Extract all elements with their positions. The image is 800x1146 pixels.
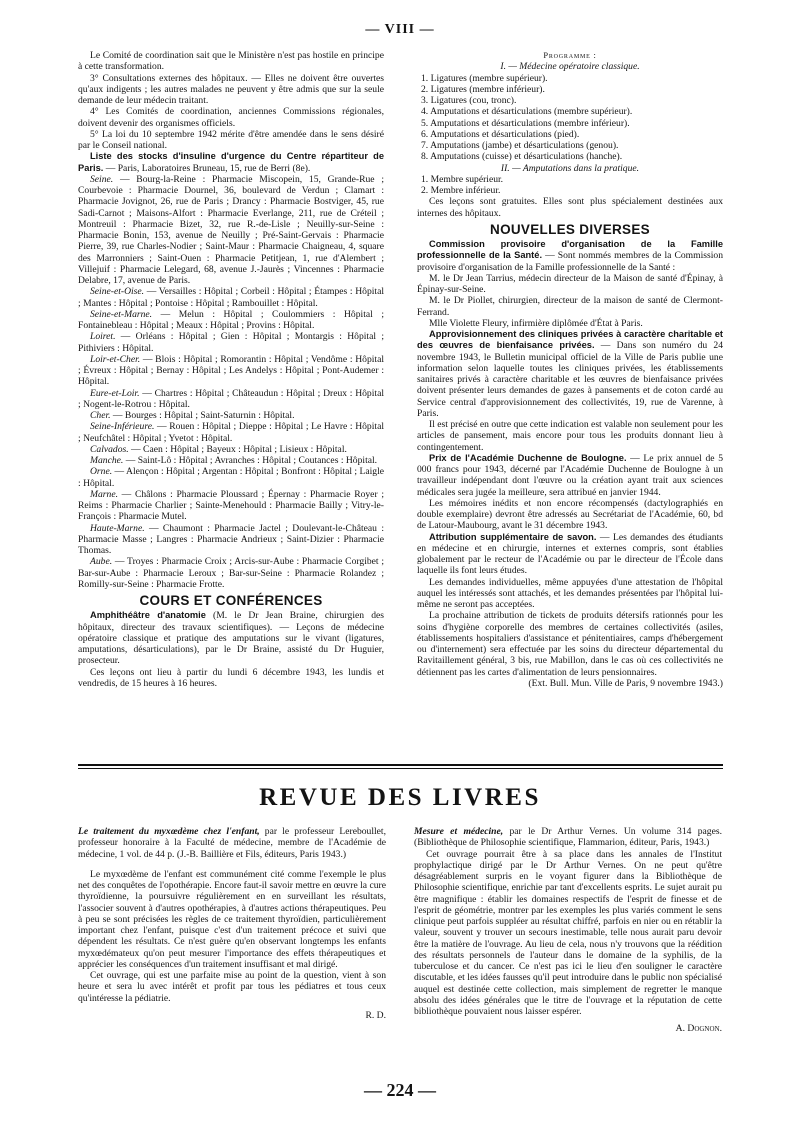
department-entry: [78, 523, 384, 557]
department-text: — Bourg-la-Reine : Pharmacie Miscopein, 15, Grande-Rue ; Courbevoie : Pharmacie Dournel, 36, boulevard de Verdun ; Clamart : Pharmacie Jovignot, 26, rue de Paris ; Drancy : Pharmacie Bostviger, 45, rue Sadi-Carnot ; Maisons-Alfort : Pharmacie Everlange, 211, rue de Créteil ; Montreuil : Pharmacie Bizet, 32, rue R.-de-Lisle ; Neuilly-sur-Seine : Pharmacie Bonin, 153, avenue de Neuilly ; Pré-Saint-Gervais : Pharmacie Pierre, 39, rue Charles-Nodier ; Saint-Maur : Pharmacie Chaigneau, 4, square des Marronniers ; Saint-Ouen : Pharmacie Petitjean, 1, rue d'Alembert ; Villejuif : Pharmacie Lelegard, 68, avenue J.-Jaurès ; Vincennes : Pharmacie Delabre, 17, avenue de Paris.: [78, 173, 384, 286]
program-note: Ces leçons sont gratuites. Elles sont plus spécialement destinées aux internes des hôpitaux.: [417, 196, 723, 219]
department-entry: [78, 421, 384, 444]
department-text: — Châlons : Pharmacie Ploussard ; Épernay : Pharmacie Royer ; Reims : Pharmacie Charlier ; Sainte-Menehould : Pharmacie Bailly ; Vitry-le-François : Pharmacie Mutel.: [78, 488, 384, 523]
intro-paragraph: 5° La loi du 10 septembre 1942 mérite d'être amendée dans le sens désiré par le Conseil national.: [78, 128, 384, 151]
department-entry: [78, 286, 384, 309]
department-name: Orne.: [90, 466, 113, 478]
department-text: — Orléans : Hôpital ; Gien : Hôpital ; Montargis : Hôpital ; Pithiviers : Hôpital.: [78, 331, 384, 354]
department-entry: [78, 444, 384, 455]
soap-title: Attribution supplémentaire de savon.: [429, 531, 597, 542]
department-entry: [78, 466, 384, 489]
book2-meta: par le Dr Arthur Vernes. Un volume 314 pages. (Bibliothèque de Philosophie scientifique, Flammarion, éditeur, Paris, 1943.): [414, 826, 722, 849]
prize-paragraph: [417, 453, 723, 498]
program-item: 2. Ligatures (membre inférieur).: [421, 83, 545, 95]
department-name: Eure-et-Loir.: [90, 387, 140, 399]
book2-title: Mesure et médecine,: [414, 826, 504, 837]
book1-title: Le traitement du myxœdème chez l'enfant,: [78, 826, 260, 837]
soap-paragraph: [417, 532, 723, 577]
department-name: Loiret.: [90, 331, 116, 343]
book1-header: [78, 826, 386, 860]
amphitheatre-text: (M. le Dr Jean Braine, chirurgien des hôpitaux, directeur des travaux scientifiques). — Leçons de médecine opératoire classique et pratique des amputations sur le vivant (ligatures, amputations, désarticulations), par le Dr Braine, assisté du Dr Huguier, prosecteur.: [78, 610, 384, 667]
intro-paragraph: Le Comité de coordination sait que le Ministère n'est pas hostile en principe à cette transformation.: [78, 50, 384, 73]
department-text: — Bourges : Hôpital ; Saint-Saturnin : Hôpital.: [110, 410, 295, 421]
book1-meta: par le professeur Lereboullet, professeur honoraire à la Faculté de médecine, membre de l'Académie de médecine, 1 vol. de 44 p. (J.-B. Baillière et Fils, éditeurs, Paris 1943.): [78, 826, 386, 860]
insulin-stock-intro: — Paris, Laboratoires Bruneau, 15, rue de Berri (8e).: [103, 162, 311, 174]
department-name: Seine.: [90, 173, 114, 185]
commission-member: M. le Dr Jean Tarrius, médecin directeur de la Maison de santé d'Épinay, à Épinay-sur-Seine.: [417, 272, 723, 295]
department-text: — Rouen : Hôpital ; Dieppe : Hôpital ; Le Havre : Hôpital ; Neufchâtel : Hôpital ; Yvetot : Hôpital.: [78, 421, 384, 444]
page-number: — 224 —: [364, 1080, 436, 1100]
department-entry: [78, 410, 384, 421]
program-part2-list: [417, 174, 723, 197]
commission-text: — Sont nommés membres de la Commission provisoire d'organisation de la Famille professionnelle de la Santé :: [417, 250, 723, 273]
commission-member: M. le Dr Piollet, chirurgien, directeur de la maison de santé de Clermont-Ferrand.: [417, 295, 723, 318]
department-name: Seine-et-Marne.: [90, 308, 153, 320]
program-item: 5. Amputations et désarticulations (membre inférieur).: [421, 117, 630, 129]
department-entry: [78, 388, 384, 411]
supply-text: — Dans son numéro du 24 novembre 1943, le Bulletin municipal officiel de la Ville de Paris publie une information selon laquelle toutes les cliniques privées, les établissements sanitaires privés à caractère charitable et les œuvres de bienfaisance privées doivent présenter leurs demandes de gazes à pansements et de coton cardé au Service central d'approvisionnement des collectivités, 19, rue de Varenne, à Paris.: [417, 340, 723, 419]
review-book1: [78, 826, 386, 1021]
insulin-stock-paragraph: [78, 151, 384, 174]
program-part2-title: II. — Amputations dans la pratique.: [500, 162, 640, 174]
department-name: Cher.: [90, 410, 111, 421]
section-divider-thin: [78, 768, 723, 769]
section-divider: [78, 764, 723, 766]
department-entry: [78, 489, 384, 523]
soap-paragraph-2: Les demandes individuelles, même appuyées d'une attestation de l'hôpital auquel les intéressés sont attachés, et les demandes présentées par l'hôpital lui-même ne seront pas acceptées.: [417, 576, 723, 610]
program-item: 3. Ligatures (cou, tronc).: [421, 95, 517, 106]
department-name: Calvados.: [90, 443, 129, 455]
book1-signature: R. D.: [365, 1009, 386, 1021]
department-text: — Caen : Hôpital ; Bayeux : Hôpital ; Lisieux : Hôpital.: [128, 443, 347, 455]
supply-paragraph: [417, 329, 723, 419]
department-entry: [78, 455, 384, 466]
department-text: — Blois : Hôpital ; Romorantin : Hôpital ; Vendôme : Hôpital ; Évreux : Hôpital ; Bernay : Hôpital ; Les Andelys : Hôpital ; Pont-Audemer : Hôpital.: [78, 353, 384, 388]
left-column: [78, 50, 384, 689]
program-item: 1. Membre supérieur.: [421, 173, 504, 185]
book2-signature: A. Dognon.: [675, 1023, 722, 1035]
program-part1-list: [417, 73, 723, 163]
soap-text: — Les demandes des étudiants en médecine et en chirurgie, internes et externes compris, sont établies globalement par le recteur de l'Académie ou par le directeur de l'École dans laquelle ils font leurs études.: [417, 531, 723, 577]
amphitheatre-dates: Ces leçons ont lieu à partir du lundi 6 décembre 1943, les lundis et vendredis, de 15 heures à 16 heures.: [78, 666, 384, 689]
department-text: — Saint-Lô : Hôpital ; Avranches : Hôpital ; Coutances : Hôpital.: [123, 455, 378, 466]
amphitheatre-paragraph: [78, 610, 384, 666]
department-entry: [78, 331, 384, 354]
prize-title: Prix de l'Académie Duchenne de Boulogne.: [429, 452, 627, 463]
cours-section-title: COURS ET CONFÉRENCES: [139, 593, 323, 608]
review-title: REVUE DES LIVRES: [259, 784, 541, 811]
amphitheatre-title: Amphithéâtre d'anatomie: [90, 610, 206, 621]
program-item: 1. Ligatures (membre supérieur).: [421, 72, 548, 84]
program-item: 6. Amputations et désarticulations (pied).: [421, 128, 580, 140]
book1-body-2: Cet ouvrage, qui est une parfaite mise au point de la question, vient à son heure et sera lu avec intérêt et profit par tous les pédiatres et tous ceux qu'intéresse la pédiatrie.: [78, 970, 386, 1004]
department-text: — Alençon : Hôpital ; Argentan : Hôpital ; Bonfront : Hôpital ; Laigle : Hôpital.: [78, 466, 384, 489]
department-entry: [78, 354, 384, 388]
right-column: [417, 50, 723, 689]
commission-member: Mlle Violette Fleury, infirmière diplômée d'État à Paris.: [429, 317, 643, 329]
supply-note: Il est précisé en outre que cette indication est valable non seulement pour les articles de pansement, mais encore pour tous les produits donnant lieu à contingentement.: [417, 419, 723, 453]
book2-header: [414, 826, 722, 849]
source-citation: (Ext. Bull. Mun. Ville de Paris, 9 novembre 1943.): [528, 677, 723, 689]
intro-paragraph: 4° Les Comités de coordination, anciennes Commissions régionales, doivent devenir des organismes officiels.: [78, 106, 384, 129]
department-text: — Melun : Hôpital ; Coulommiers : Hôpital ; Fontainebleau : Hôpital ; Meaux : Hôpital ; Provins : Hôpital.: [78, 308, 384, 331]
department-entry: [78, 174, 384, 287]
prize-note: Les mémoires inédits et non encore récompensés (dactylographiés en double exemplaire) devront être adressés au Secrétariat de l'Académie, 60, bd de Latour-Maubourg, avant le 31 décembre 1943.: [417, 497, 723, 532]
department-name: Seine-et-Oise.: [90, 286, 145, 298]
program-item: 8. Amputations (cuisse) et désarticulations (hanche).: [421, 151, 623, 163]
department-text: — Chartres : Hôpital ; Châteaudun : Hôpital ; Dreux : Hôpital ; Nogent-le-Rotrou : Hôpital.: [78, 387, 384, 410]
intro-paragraph: 3° Consultations externes des hôpitaux. — Elles ne doivent être ouvertes qu'aux indigents ; les autres malades ne peuvent y être admis que sur la seule demande de leur médecin traitant.: [78, 72, 384, 106]
book2-body: Cet ouvrage pourrait être à sa place dans les annales de l'Institut prophylactique dirigé par le Dr Arthur Vernes. On ne peut qu'être désagréablement surpris en le voyant figurer dans la Bibliothèque de Philosophie scientifique, enrichie par tant d'excellents esprits. Le sujet aurait pu être magnifique : établir les domaines respectifs de l'esprit de finesse et de l'esprit de géométrie, montrer par les exemples les plus variés comment le sens clinique peut parfois suppléer au résultat chiffré, parfois en nier ou en rétablir la valeur, souvent y trouver un secours inestimable, telle nous aurait paru devoir être la matière de l'ouvrage. Au lieu de cela, nous n'y trouvons que la réédition des résultats personnels de l'auteur dans le domaine de la syphilis, de la tuberculose et du cancer. Ce n'est pas ici le lieu d'en souligner le caractère discutable, et les idées fausses qu'il peut introduire dans le public non spécialisé auquel est destinée cette collection, mais simplement de regretter le manque absolu des idées générales que le titre de l'ouvrage et la réputation de cette bibliothèque pouvaient nous laisser espérer.: [414, 848, 722, 1017]
book1-body: Le myxœdème de l'enfant est communément cité comme l'exemple le plus net des conquêtes de l'opothérapie. Encore faut-il savoir mettre en œuvre la cure thyroïdienne, la poursuivre régulièrement en en surveillant les résultats, l'associer souvent à d'autres opothérapies, à d'autres actions thérapeutiques. Peu à peu se sont précisées les règles de ce traitement thyroïdien, particulièrement important chez l'enfant, puisque c'est d'un traitement précoce et suivi que dépendent les résultats. Ce n'est guère qu'en observant longtemps les enfants myxœdémateux qu'on peut mesurer l'importance des effets thérapeutiques et apprécier les conséquences d'un traitement insuffisant et mal dirigé.: [78, 868, 386, 970]
department-name: Loir-et-Cher.: [90, 353, 141, 365]
page-roman-number: — VIII —: [365, 22, 435, 37]
department-name: Manche.: [90, 455, 124, 466]
department-text: — Chaumont : Pharmacie Jactel ; Doulevant-le-Château : Pharmacie Masse ; Langres : Pharmacie Andrieux ; Saint-Dizier : Pharmacie Thomas.: [78, 522, 384, 556]
insulin-stock-title: Liste des stocks d'insuline d'urgence du Centre répartiteur de Paris.: [78, 151, 384, 173]
program-part1-title: I. — Médecine opératoire classique.: [500, 61, 640, 73]
commission-title: Commission provisoire d'organisation de la Famille professionnelle de la Santé.: [417, 239, 723, 261]
program-item: 2. Membre inférieur.: [421, 185, 501, 196]
program-item: 7. Amputations (jambe) et désarticulations (genou).: [421, 140, 619, 151]
commission-paragraph: [417, 239, 723, 273]
prize-text: — Le prix annuel de 5 000 francs pour 1943, décerné par l'Académie Duchenne de Boulogne à un travailleur indépendant dont l'œuvre ou la création ayant trait aux sciences médicales sera jugée la meilleure, sera attribué en janvier 1944.: [417, 452, 723, 498]
department-text: — Versailles : Hôpital ; Corbeil : Hôpital ; Étampes : Hôpital ; Mantes : Hôpital ; Pontoise : Hôpital ; Rambouillet : Hôpital.: [78, 286, 384, 309]
program-title: Programme :: [543, 51, 597, 60]
review-book2: [414, 826, 722, 1035]
department-name: Haute-Marne.: [90, 522, 145, 534]
department-list: [78, 174, 384, 590]
news-section-title: NOUVELLES DIVERSES: [490, 221, 650, 237]
department-name: Aube.: [90, 556, 113, 568]
supply-title: Approvisionnement des cliniques privées à caractère charitable et des œuvres de bienfaisance privées.: [417, 329, 723, 351]
department-name: Marne.: [90, 488, 118, 500]
department-entry: [78, 556, 384, 590]
department-text: — Troyes : Pharmacie Croix ; Arcis-sur-Aube : Pharmacie Corgibet ; Bar-sur-Aube : Pharmacie Leroux ; Bar-sur-Seine : Pharmacie Rolandez ; Romilly-sur-Seine : Pharmacie Frotte.: [78, 556, 384, 590]
department-name: Seine-Inférieure.: [90, 421, 155, 433]
soap-paragraph-3: La prochaine attribution de tickets de produits détersifs rationnés pour les soins d'hygiène corporelle des membres de certaines collectivités (asiles, établissements hospitaliers d'assistance et pénitentiaires, camps d'hébergement ou d'internement) sera effectuée par les soins du directeur départemental du Ravitaillement général, 3 bis, rue Mabillon, dans le cas où ces collectivités ne détiennent pas les cartes d'alimentation de leurs pensionnaires.: [417, 610, 723, 678]
program-item: 4. Amputations et désarticulations (membre supérieur).: [421, 106, 633, 118]
department-entry: [78, 309, 384, 332]
